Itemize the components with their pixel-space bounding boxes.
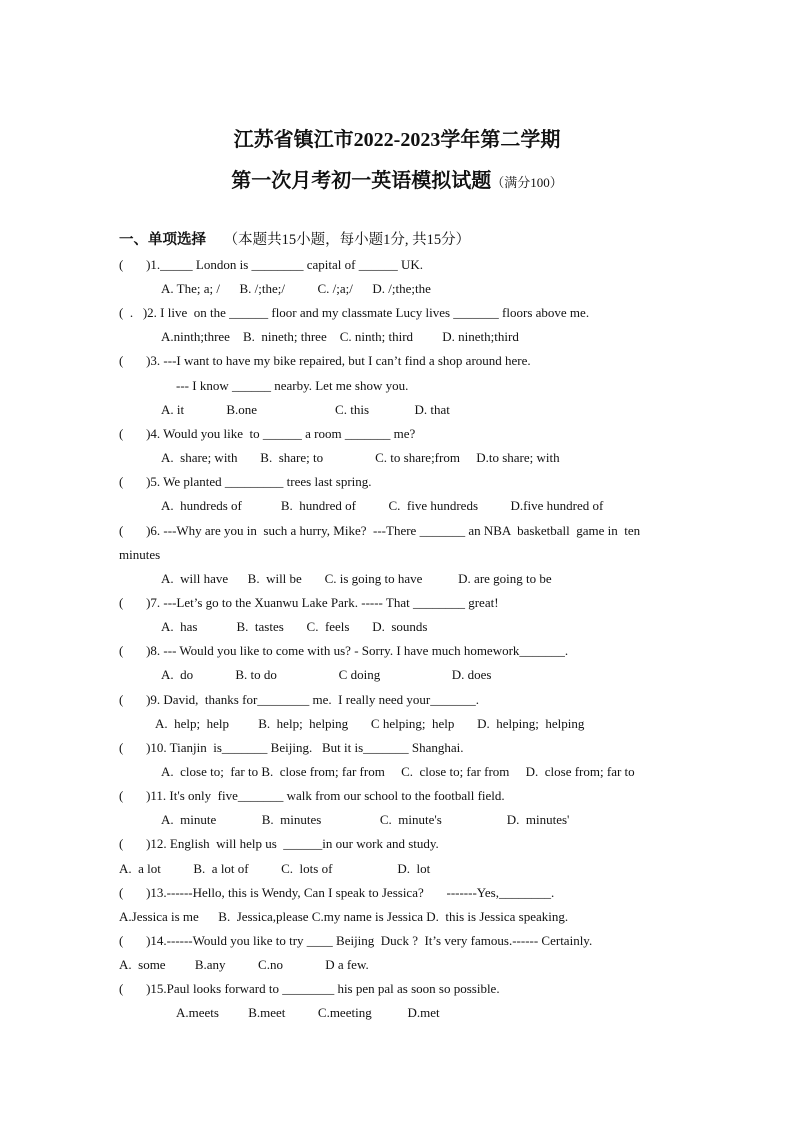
options-7: A. has B. tastes C. feels D. sounds xyxy=(161,619,428,634)
options-5: A. hundreds of B. hundred of C. five hundreds D.five hundred of xyxy=(161,498,604,513)
options-11: A. minute B. minutes C. minute's D. minutes' xyxy=(161,812,570,827)
options-10: A. close to; far to B. close from; far from C. close to; far from D. close from; far to xyxy=(161,764,635,779)
question-6: ( )6. ---Why are you in such a hurry, Mike? ---There _______ an NBA basketball game in ten xyxy=(119,523,641,538)
options-3: A. it B.one C. this D. that xyxy=(161,402,450,417)
question-4: ( )4. Would you like to ______ a room _______ me? xyxy=(119,426,416,441)
options-12: A. a lot B. a lot of C. lots of D. lot xyxy=(119,861,431,876)
options-2: A.ninth;three B. nineth; three C. ninth; third D. nineth;third xyxy=(161,329,519,344)
options-4: A. share; with B. share; to C. to share;from D.to share; with xyxy=(161,450,560,465)
question-14: ( )14.------Would you like to try ____ Beijing Duck ? It’s very famous.------ Certainly. xyxy=(119,933,593,948)
options-1: A. The; a; / B. /;the;/ C. /;a;/ D. /;the;the xyxy=(161,281,431,296)
page-subtitle xyxy=(0,164,794,193)
question-6-cont: minutes xyxy=(119,547,161,562)
options-15: A.meets B.meet C.meeting D.met xyxy=(176,1005,440,1020)
options-14: A. some B.any C.no D a few. xyxy=(119,957,369,972)
options-9: A. help; help B. help; helping C helping; help D. helping; helping xyxy=(155,716,585,731)
question-3-reply: --- I know ______ nearby. Let me show you. xyxy=(176,378,409,393)
question-9: ( )9. David, thanks for________ me. I really need your_______. xyxy=(119,692,479,707)
options-13: A.Jessica is me B. Jessica,please C.my name is Jessica D. this is Jessica speaking. xyxy=(119,909,569,924)
question-7: ( )7. ---Let’s go to the Xuanwu Lake Park. ----- That ________ great! xyxy=(119,595,499,610)
question-3: ( )3. ---I want to have my bike repaired, but I can’t find a shop around here. xyxy=(119,353,531,368)
subtitle-text: 第一次月考初一英语模拟试题 xyxy=(231,170,492,192)
section-note: （本题共15小题，每小题1分, 共15分） xyxy=(223,232,471,248)
score-note: （满分100） xyxy=(491,175,563,190)
question-15: ( )15.Paul looks forward to ________ his pen pal as soon so possible. xyxy=(119,981,500,996)
question-12: ( )12. English will help us ______in our work and study. xyxy=(119,836,439,851)
question-2: ( . )2. I live on the ______ floor and my classmate Lucy lives _______ floors above me. xyxy=(119,305,590,320)
options-8: A. do B. to do C doing D. does xyxy=(161,667,492,682)
question-11: ( )11. It's only five_______ walk from our school to the football field. xyxy=(119,788,505,803)
section-heading xyxy=(119,228,470,249)
question-1: ( )1._____ London is ________ capital of ______ UK. xyxy=(119,257,424,272)
page-title: 江苏省镇江市2022-2023学年第二学期 xyxy=(233,129,561,151)
question-10: ( )10. Tianjin is_______ Beijing. But it is_______ Shanghai. xyxy=(119,740,464,755)
question-5: ( )5. We planted _________ trees last spring. xyxy=(119,474,372,489)
question-8: ( )8. --- Would you like to come with us? - Sorry. I have much homework_______. xyxy=(119,643,569,658)
section-title: 一、单项选择 xyxy=(119,232,206,248)
options-6: A. will have B. will be C. is going to have D. are going to be xyxy=(161,571,552,586)
question-13: ( )13.------Hello, this is Wendy, Can I speak to Jessica? -------Yes,________. xyxy=(119,885,555,900)
